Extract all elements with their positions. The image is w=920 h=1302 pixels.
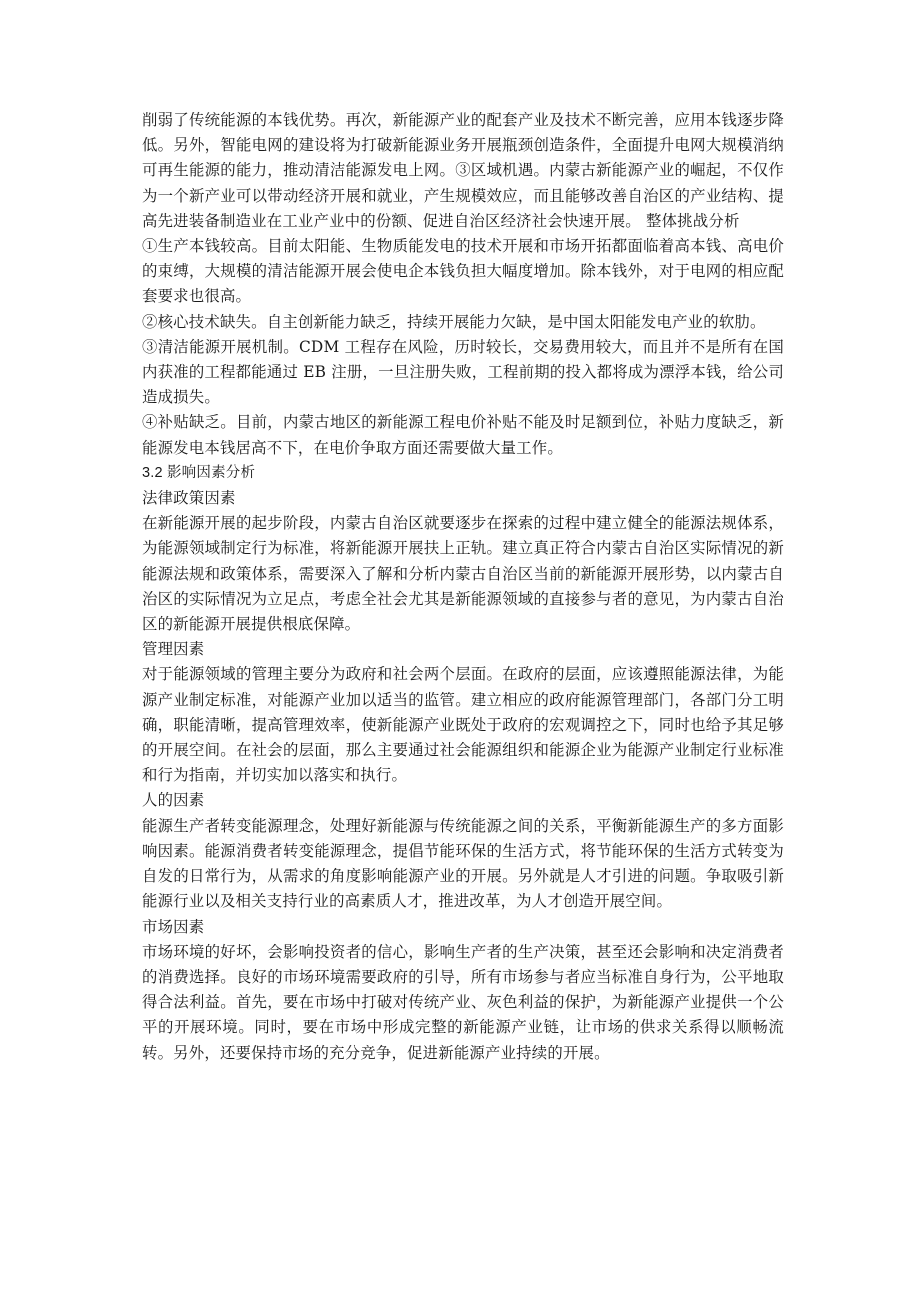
paragraph-challenge-technology: ②核心技术缺失。自主创新能力缺乏，持续开展能力欠缺，是中国太阳能发电产业的软肋。 — [142, 312, 766, 331]
paragraph-management: 对于能源领域的管理主要分为政府和社会两个层面。在政府的层面，应该遵照能源法律，为能源产业制定标准，对能源产业加以适当的监管。建立相应的政府能源管理部门，各部门分工明确，职能清晰，提高管理效率，使新能源产业既处于政府的宏观调控之下，同时也给予其足够的开展空间。在社会的层面，那么主要通过社会能源组织和能源企业为能源产业制定行业标准和行为指南，并切实加以落实和执行。 — [142, 665, 784, 785]
subheading-market: 市场因素 — [142, 917, 205, 936]
section-heading-factors: 3.2 影响因素分析 — [142, 464, 256, 481]
paragraph-challenge-mechanism: ③清洁能源开展机制。CDM 工程存在风险，历时较长，交易费用较大，而且并不是所有在国内获准的工程都能通过 EB 注册，一旦注册失败，工程前期的投入都将成为漂浮本钱，给公司造成损失。 — [142, 337, 784, 407]
paragraph-market: 市场环境的好坏，会影响投资者的信心，影响生产者的生产决策，甚至还会影响和决定消费者的消费选择。良好的市场环境需要政府的引导，所有市场参与者应当标准自身行为，公平地取得合法利益。首先，要在市场中打破对传统产业、灰色利益的保护，为新能源产业提供一个公平的开展环境。同时，要在市场中形成完整的新能源产业链，让市场的供求关系得以顺畅流转。另外，还要保持市场的充分竞争，促进新能源产业持续的开展。 — [142, 942, 784, 1062]
paragraph-human: 能源生产者转变能源理念，处理好新能源与传统能源之间的关系，平衡新能源生产的多方面影响因素。能源消费者转变能源理念，提倡节能环保的生活方式，将节能环保的生活方式转变为自发的日常行为，从需求的角度影响能源产业的开展。另外就是人才引进的问题。争取吸引新能源行业以及相关支持行业的高素质人才，推进改革，为人才创造开展空间。 — [142, 816, 784, 911]
paragraph-legal-policy: 在新能源开展的起步阶段，内蒙古自治区就要逐步在探索的过程中建立健全的能源法规体系，为能源领域制定行为标准，将新能源开展扶上正轨。建立真正符合内蒙古自治区实际情况的新能源法规和政策体系，需要深入了解和分析内蒙古自治区当前的新能源开展形势，以内蒙古自治区的实际情况为立足点，考虑全社会尤其是新能源领域的直接参与者的意见，为内蒙古自治区的新能源开展提供根底保障。 — [142, 514, 784, 634]
subheading-management: 管理因素 — [142, 640, 205, 659]
subheading-legal-policy: 法律政策因素 — [142, 489, 236, 508]
subheading-human: 人的因素 — [142, 791, 205, 810]
paragraph-challenge-cost: ①生产本钱较高。目前太阳能、生物质能发电的技术开展和市场开拓都面临着高本钱、高电价的束缚，大规模的清洁能源开展会使电企本钱负担大幅度增加。除本钱外，对于电网的相应配套要求也很高。 — [142, 237, 784, 306]
paragraph-challenge-subsidy: ④补贴缺乏。目前，内蒙古地区的新能源工程电价补贴不能及时足额到位，补贴力度缺乏，新能源发电本钱居高不下，在电价争取方面还需要做大量工作。 — [142, 413, 784, 457]
document-body — [142, 108, 784, 1066]
paragraph-advantages-continued: 削弱了传统能源的本钱优势。再次，新能源产业的配套产业及技术不断完善，应用本钱逐步降低。另外，智能电网的建设将为打破新能源业务开展瓶颈创造条件，全面提升电网大规模消纳可再生能源的能力，推动清洁能源发电上网。③区域机遇。内蒙古新能源产业的崛起，不仅作为一个新产业可以带动经济开展和就业，产生规模效应，而且能够改善自治区的产业结构、提高先进装备制造业在工业产业中的份额、促进自治区经济社会快速开展。 整体挑战分析 — [142, 111, 784, 230]
